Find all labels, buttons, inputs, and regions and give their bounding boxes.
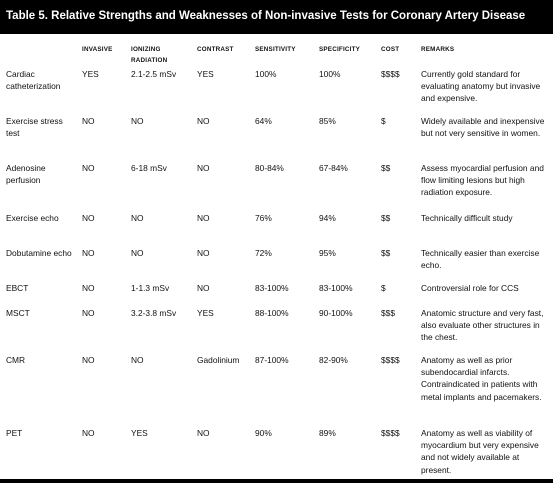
remarks-cell: Technically easier than exercise echo. xyxy=(421,248,540,271)
column-header-cost: COST xyxy=(381,46,400,53)
sensitivity-cell: 80-84% xyxy=(255,163,284,173)
sensitivity-cell: 87-100% xyxy=(255,355,289,365)
radiation-cell: 3.2-3.8 mSv xyxy=(131,308,177,318)
remarks-cell: Currently gold standard for evaluating anatomy but invasive and expensive. xyxy=(421,69,541,104)
table-row xyxy=(0,212,553,247)
sensitivity-cell: 72% xyxy=(255,248,272,258)
column-header-sensitivity: SENSITIVITY xyxy=(255,46,296,53)
bottom-divider xyxy=(0,479,553,483)
test-name-cell: Adenosine perfusion xyxy=(6,163,46,186)
remarks-cell: Anatomy as well as prior subendocardial infarcts. Contraindicated in patients with metal implants and pacemakers. xyxy=(421,355,542,402)
invasive-cell: NO xyxy=(82,355,95,365)
remarks-cell: Controversial role for CCS xyxy=(421,283,519,293)
cost-cell: $$ xyxy=(381,163,391,173)
cost-cell: $$ xyxy=(381,213,391,223)
remarks-cell: Anatomic structure and very fast, also evaluate other structures in the chest. xyxy=(421,308,544,343)
specificity-cell: 82-90% xyxy=(319,355,348,365)
radiation-cell: NO xyxy=(131,116,144,126)
table-title: Table 5. Relative Strengths and Weaknesses of Non-invasive Tests for Coronary Artery Disease xyxy=(0,0,553,32)
sensitivity-cell: 100% xyxy=(255,69,277,79)
table-row xyxy=(0,68,553,115)
invasive-cell: NO xyxy=(82,428,95,438)
sensitivity-cell: 83-100% xyxy=(255,283,289,293)
cost-cell: $$$ xyxy=(381,308,395,318)
contrast-cell: Gadolinium xyxy=(197,355,240,365)
contrast-cell: YES xyxy=(197,69,214,79)
sensitivity-cell: 88-100% xyxy=(255,308,289,318)
cost-cell: $$ xyxy=(381,248,391,258)
test-name-cell: Dobutamine echo xyxy=(6,248,72,258)
header-divider xyxy=(0,32,553,34)
sensitivity-cell: 76% xyxy=(255,213,272,223)
contrast-cell: YES xyxy=(197,308,214,318)
table-row xyxy=(0,307,553,354)
sensitivity-cell: 90% xyxy=(255,428,272,438)
remarks-cell: Assess myocardial perfusion and flow limiting lesions but high radiation exposure. xyxy=(421,163,544,198)
table-row xyxy=(0,115,553,162)
specificity-cell: 67-84% xyxy=(319,163,348,173)
column-header-ionizing-radiation: IONIZING RADIATION xyxy=(131,46,168,64)
table-row xyxy=(0,247,553,282)
specificity-cell: 94% xyxy=(319,213,336,223)
contrast-cell: NO xyxy=(197,116,210,126)
table-row xyxy=(0,354,553,427)
contrast-cell: NO xyxy=(197,163,210,173)
remarks-cell: Anatomy as well as viability of myocardium but very expensive and not widely available at present. xyxy=(421,428,539,475)
radiation-cell: 2.1-2.5 mSv xyxy=(131,69,177,79)
test-name-cell: Exercise echo xyxy=(6,213,59,223)
radiation-cell: NO xyxy=(131,248,144,258)
specificity-cell: 95% xyxy=(319,248,336,258)
specificity-cell: 90-100% xyxy=(319,308,353,318)
contrast-cell: NO xyxy=(197,283,210,293)
invasive-cell: NO xyxy=(82,163,95,173)
remarks-cell: Widely available and inexpensive but not very sensitive in women. xyxy=(421,116,545,139)
specificity-cell: 83-100% xyxy=(319,283,353,293)
cost-cell: $ xyxy=(381,283,386,293)
test-name-cell: Exercise stress test xyxy=(6,116,63,139)
comparison-table xyxy=(0,40,553,477)
radiation-cell: 6-18 mSv xyxy=(131,163,167,173)
test-name-cell: PET xyxy=(6,428,23,438)
cost-cell: $ xyxy=(381,116,386,126)
invasive-cell: NO xyxy=(82,248,95,258)
test-name-cell: Cardiac catheterization xyxy=(6,69,61,92)
invasive-cell: NO xyxy=(82,213,95,223)
test-name-cell: MSCT xyxy=(6,308,30,318)
column-header-invasive: INVASIVE xyxy=(82,46,113,53)
cost-cell: $$$$ xyxy=(381,69,400,79)
radiation-cell: 1-1.3 mSv xyxy=(131,283,170,293)
test-name-cell: CMR xyxy=(6,355,26,365)
specificity-cell: 89% xyxy=(319,428,336,438)
contrast-cell: NO xyxy=(197,428,210,438)
column-header xyxy=(0,40,80,68)
specificity-cell: 100% xyxy=(319,69,341,79)
sensitivity-cell: 64% xyxy=(255,116,272,126)
contrast-cell: NO xyxy=(197,248,210,258)
remarks-cell: Technically difficult study xyxy=(421,213,513,223)
table-row xyxy=(0,162,553,212)
invasive-cell: NO xyxy=(82,283,95,293)
column-header-specificity: SPECIFICITY xyxy=(319,46,361,53)
table-row xyxy=(0,282,553,307)
table-header-row xyxy=(0,40,553,68)
contrast-cell: NO xyxy=(197,213,210,223)
invasive-cell: YES xyxy=(82,69,99,79)
table-row xyxy=(0,427,553,477)
test-name-cell: EBCT xyxy=(6,283,29,293)
radiation-cell: NO xyxy=(131,355,144,365)
cost-cell: $$$$ xyxy=(381,428,400,438)
column-header-contrast: CONTRAST xyxy=(197,46,234,53)
radiation-cell: YES xyxy=(131,428,148,438)
invasive-cell: NO xyxy=(82,308,95,318)
radiation-cell: NO xyxy=(131,213,144,223)
invasive-cell: NO xyxy=(82,116,95,126)
column-header-remarks: REMARKS xyxy=(421,46,455,53)
specificity-cell: 85% xyxy=(319,116,336,126)
cost-cell: $$$$ xyxy=(381,355,400,365)
